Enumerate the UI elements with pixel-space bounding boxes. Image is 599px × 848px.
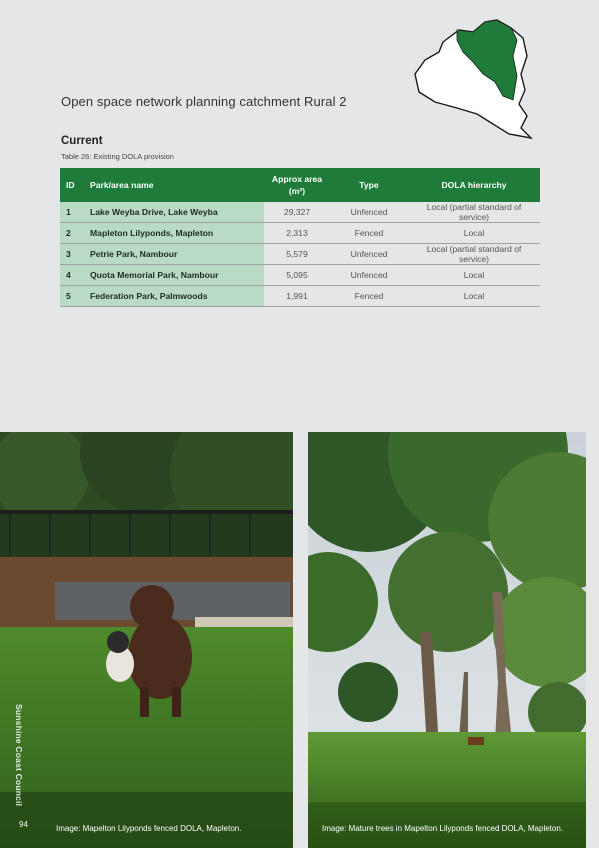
cell-hierarchy: Local xyxy=(408,223,540,244)
cell-area: 1,991 xyxy=(264,286,330,307)
mature-trees-image xyxy=(308,432,586,848)
header-type: Type xyxy=(330,168,408,202)
table-caption: Table 26: Existing DOLA provision xyxy=(61,152,174,161)
cell-id: 4 xyxy=(60,265,84,286)
table-row xyxy=(60,244,540,265)
cell-id: 2 xyxy=(60,223,84,244)
cell-area: 29,327 xyxy=(264,202,330,223)
table-row xyxy=(60,223,540,244)
cell-id: 1 xyxy=(60,202,84,223)
dog-park-image xyxy=(0,432,293,848)
page-number: 94 xyxy=(19,820,28,829)
cell-park-name: Petrie Park, Nambour xyxy=(84,244,264,265)
dola-provision-table xyxy=(60,168,540,307)
cell-area: 5,095 xyxy=(264,265,330,286)
cell-park-name: Federation Park, Palmwoods xyxy=(84,286,264,307)
photo-caption-right: Image: Mature trees in Mapelton Lilyponds fenced DOLA, Mapleton. xyxy=(322,824,564,833)
photo-dog-park xyxy=(0,432,293,848)
cell-type: Unfenced xyxy=(330,265,408,286)
header-id: ID xyxy=(60,168,84,202)
cell-type: Unfenced xyxy=(330,202,408,223)
cell-park-name: Mapleton Lilyponds, Mapleton xyxy=(84,223,264,244)
cell-type: Fenced xyxy=(330,286,408,307)
cell-hierarchy: Local (partial standard of service) xyxy=(408,202,540,223)
page-title: Open space network planning catchment Rural 2 xyxy=(61,94,347,109)
cell-type: Unfenced xyxy=(330,244,408,265)
cell-park-name: Quota Memorial Park, Nambour xyxy=(84,265,264,286)
table-row xyxy=(60,265,540,286)
catchment-locator-map xyxy=(413,16,539,144)
table-row xyxy=(60,202,540,223)
table-row xyxy=(60,286,540,307)
cell-area: 5,579 xyxy=(264,244,330,265)
cell-hierarchy: Local xyxy=(408,286,540,307)
cell-type: Fenced xyxy=(330,223,408,244)
table-header-row xyxy=(60,168,540,202)
cell-id: 3 xyxy=(60,244,84,265)
side-label: Sunshine Coast Council xyxy=(14,704,24,807)
header-area: Approx area (m²) xyxy=(264,168,330,202)
photo-caption-left: Image: Mapelton Lilyponds fenced DOLA, Mapleton. xyxy=(56,824,242,833)
header-hierarchy: DOLA hierarchy xyxy=(408,168,540,202)
cell-hierarchy: Local xyxy=(408,265,540,286)
cell-id: 5 xyxy=(60,286,84,307)
header-name: Park/area name xyxy=(84,168,264,202)
cell-hierarchy: Local (partial standard of service) xyxy=(408,244,540,265)
section-title: Current xyxy=(61,135,103,147)
cell-park-name: Lake Weyba Drive, Lake Weyba xyxy=(84,202,264,223)
photo-mature-trees xyxy=(308,432,586,848)
cell-area: 2,313 xyxy=(264,223,330,244)
